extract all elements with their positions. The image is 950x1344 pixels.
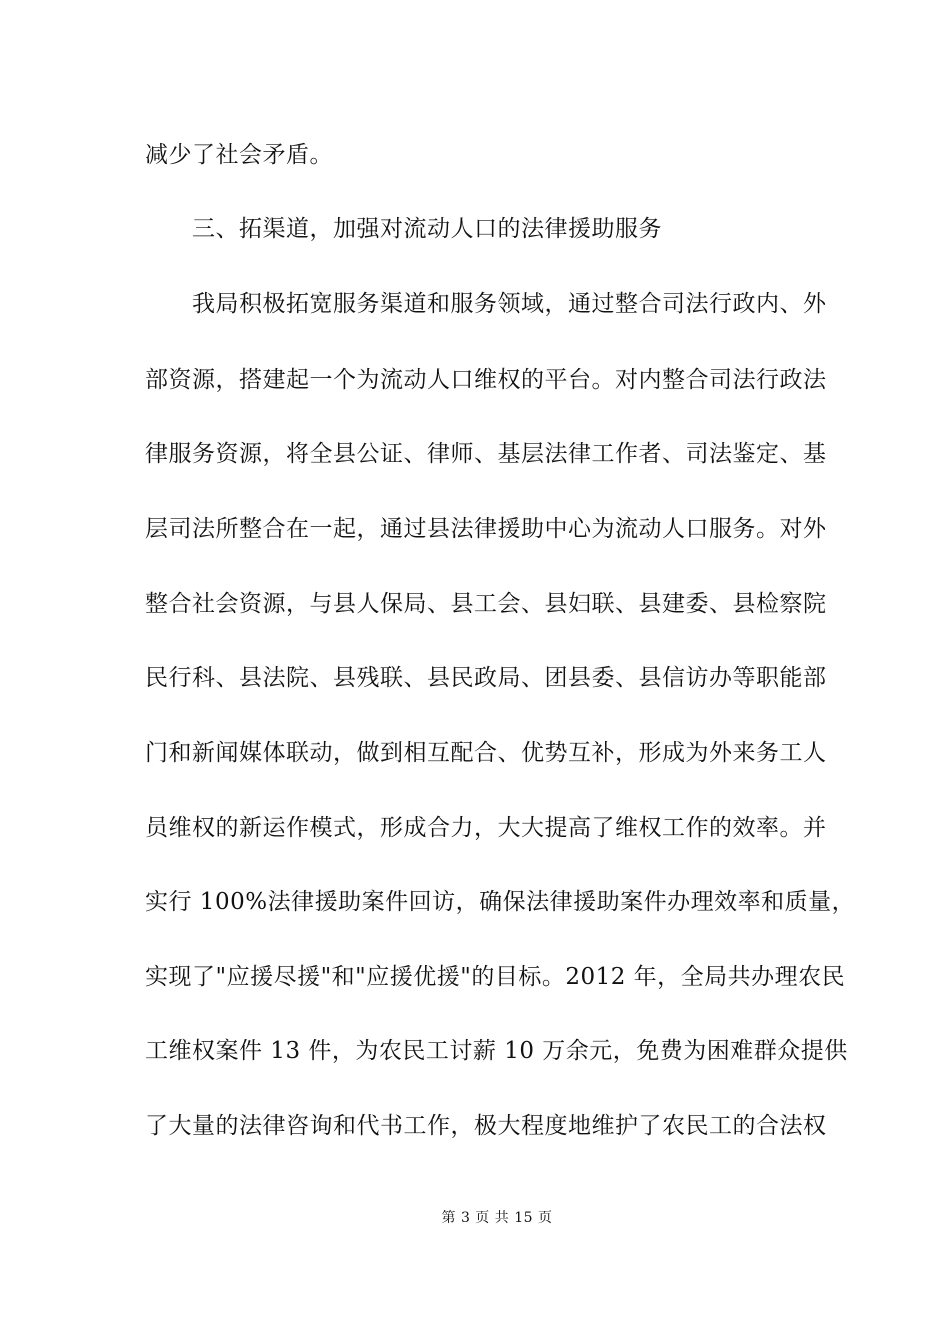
paragraph-line: 实行 100%法律援助案件回访，确保法律援助案件办理效率和质量， [145,889,856,915]
page-footer: 第 3 页 共 15 页 [441,1210,553,1226]
paragraph-line: 员维权的新运作模式，形成合力，大大提高了维权工作的效率。并 [145,815,827,841]
paragraph-line: 了大量的法律咨询和代书工作，极大程度地维护了农民工的合法权 [145,1113,827,1139]
section-heading: 三、拓渠道，加强对流动人口的法律援助服务 [192,216,662,242]
paragraph-line: 减少了社会矛盾。 [145,142,333,168]
paragraph-line: 实现了"应援尽援"和"应援优援"的目标。2012 年，全局共办理农民 [145,964,846,990]
paragraph-line: 工维权案件 13 件，为农民工讨薪 10 万余元，免费为困难群众提供 [145,1038,848,1064]
paragraph-line: 民行科、县法院、县残联、县民政局、团县委、县信访办等职能部 [145,665,827,691]
paragraph-line: 整合社会资源，与县人保局、县工会、县妇联、县建委、县检察院 [145,591,827,617]
paragraph-line: 律服务资源，将全县公证、律师、基层法律工作者、司法鉴定、基 [145,441,827,467]
paragraph-line: 层司法所整合在一起，通过县法律援助中心为流动人口服务。对外 [145,516,827,542]
paragraph-line: 部资源，搭建起一个为流动人口维权的平台。对内整合司法行政法 [145,367,827,393]
paragraph-line: 我局积极拓宽服务渠道和服务领域，通过整合司法行政内、外 [192,291,827,317]
paragraph-line: 门和新闻媒体联动，做到相互配合、优势互补，形成为外来务工人 [145,740,827,766]
